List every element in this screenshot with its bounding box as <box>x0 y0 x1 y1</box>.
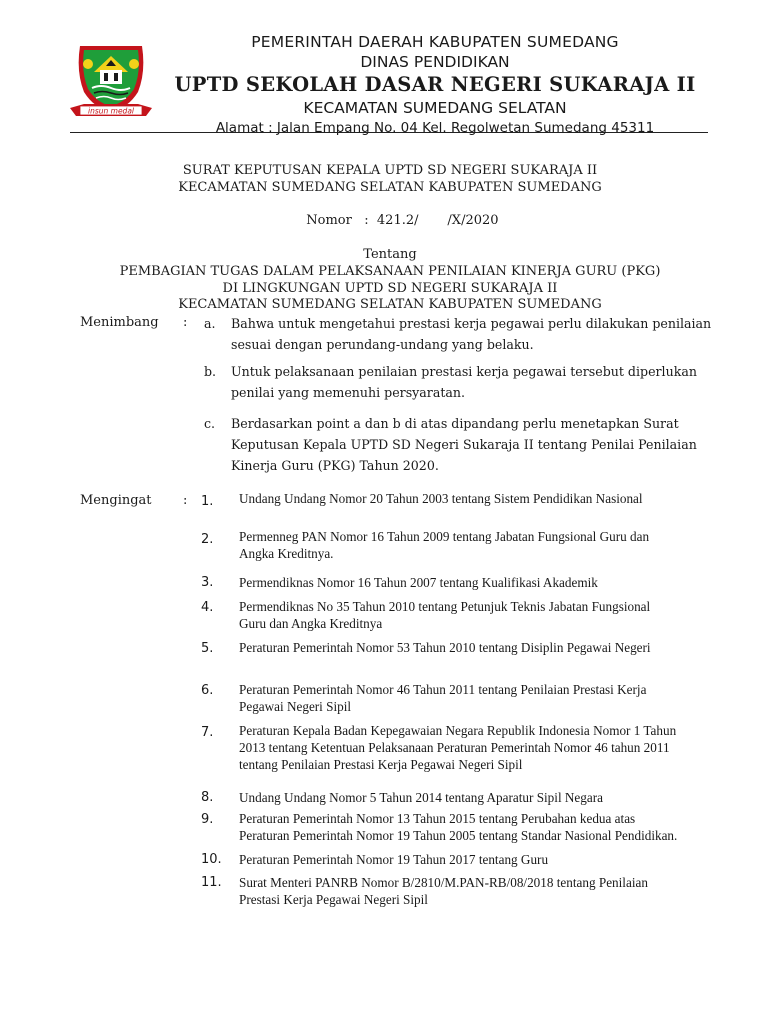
mengingat-item-6: Peraturan Pemerintah Nomor 46 Tahun 2011 tentang Penilaian Prestasi Kerja Pegawai Negeri Sipil <box>239 682 647 714</box>
district-name: KECAMATAN SUMEDANG SELATAN <box>303 99 567 117</box>
menimbang-item-c: Berdasarkan point a dan b di atas dipandang perlu menetapkan Surat Keputusan Kepala UPTD SD Negeri Sukaraja II tentang Penilai Penilaian Kinerja Guru (PKG) Tahun 2020. <box>231 416 697 473</box>
school-address: Alamat : Jalan Empang No. 04 Kel. Regolwetan Sumedang 45311 <box>215 120 655 136</box>
mengingat-item-5: Peraturan Pemerintah Nomor 53 Tahun 2010 tentang Disiplin Pegawai Negeri <box>239 640 651 655</box>
letterhead <box>170 32 700 138</box>
menimbang-mark-c: c. <box>204 416 216 431</box>
department-name: DINAS PENDIDIKAN <box>360 53 510 71</box>
mengingat-label: Mengingat <box>80 493 152 508</box>
letterhead-divider <box>70 132 708 133</box>
mengingat-num-10: 10. <box>201 852 222 867</box>
school-name: UPTD SEKOLAH DASAR NEGERI SUKARAJA II <box>174 73 696 96</box>
mengingat-num-1: 1. <box>201 494 214 509</box>
sumedang-regency-emblem-icon <box>66 42 156 122</box>
title-line-6: DI LINGKUNGAN UPTD SD NEGERI SUKARAJA II <box>222 280 558 296</box>
mengingat-num-5: 5. <box>201 641 214 656</box>
mengingat-item-10: Peraturan Pemerintah Nomor 19 Tahun 2017 tentang Guru <box>239 852 549 867</box>
nomor-colon: : <box>364 213 369 229</box>
mengingat-num-9: 9. <box>201 812 214 827</box>
mengingat-item-9: Peraturan Pemerintah Nomor 13 Tahun 2015 tentang Perubahan kedua atas Peraturan Pemerintah Nomor 19 Tahun 2005 tentang Standar Nasional Pendidikan. <box>239 811 678 843</box>
decree-number <box>80 197 700 247</box>
title-line-1: SURAT KEPUTUSAN KEPALA UPTD SD NEGERI SUKARAJA II <box>182 163 598 178</box>
menimbang-mark-b: b. <box>204 364 217 379</box>
mengingat-num-2: 2. <box>201 532 214 547</box>
title-line-5: PEMBAGIAN TUGAS DALAM PELAKSANAAN PENILAIAN KINERJA GURU (PKG) <box>119 263 661 279</box>
mengingat-colon: : <box>183 493 188 508</box>
mengingat-num-7: 7. <box>201 725 214 740</box>
mengingat-item-8: Undang Undang Nomor 5 Tahun 2014 tentang Aparatur Sipil Negara <box>239 790 603 805</box>
mengingat-num-8: 8. <box>201 790 214 805</box>
logo-motto: insun medal <box>88 106 134 116</box>
title-line-7: KECAMATAN SUMEDANG SELATAN KABUPATEN SUMEDANG <box>178 297 602 313</box>
mengingat-num-6: 6. <box>201 683 214 698</box>
decree-title <box>80 163 700 314</box>
menimbang-item-b: Untuk pelaksanaan penilaian prestasi kerja pegawai tersebut diperlukan penilai yang memenuhi persyaratan. <box>231 364 697 400</box>
mengingat-item-7: Peraturan Kepala Badan Kepegawaian Negara Republik Indonesia Nomor 1 Tahun 2013 tentang Ketentuan Pelaksanaan Peraturan Pemerintah Nomor 46 tahun 2011 tentang Penilaian Prestasi Kerja Pegawai Negeri Sipil <box>239 723 677 772</box>
nomor-value: 421.2/ /X/2020 <box>376 213 499 229</box>
menimbang-label: Menimbang <box>80 315 159 330</box>
mengingat-item-4: Permendiknas No 35 Tahun 2010 tentang Petunjuk Teknis Jabatan Fungsional Guru dan Angka Kreditnya <box>239 599 651 631</box>
mengingat-num-4: 4. <box>201 600 214 615</box>
menimbang-mark-a: a. <box>204 316 216 331</box>
menimbang-colon: : <box>183 315 188 330</box>
mengingat-num-11: 11. <box>201 875 222 890</box>
tentang-heading: Tentang <box>363 246 417 262</box>
mengingat-num-3: 3. <box>201 575 214 590</box>
government-name: PEMERINTAH DAERAH KABUPATEN SUMEDANG <box>251 33 619 51</box>
mengingat-item-11: Surat Menteri PANRB Nomor B/2810/M.PAN-RB/08/2018 tentang Penilaian Prestasi Kerja Pegawai Negeri Sipil <box>239 875 648 907</box>
mengingat-item-3: Permendiknas Nomor 16 Tahun 2007 tentang Kualifikasi Akademik <box>239 575 598 590</box>
title-line-2: KECAMATAN SUMEDANG SELATAN KABUPATEN SUMEDANG <box>178 179 602 195</box>
mengingat-item-1: Undang Undang Nomor 20 Tahun 2003 tentang Sistem Pendidikan Nasional <box>239 491 643 506</box>
mengingat-item-2: Permenneg PAN Nomor 16 Tahun 2009 tentang Jabatan Fungsional Guru dan Angka Kreditnya. <box>239 529 650 561</box>
menimbang-item-a: Bahwa untuk mengetahui prestasi kerja pegawai perlu dilakukan penilaian sesuai dengan perundang-undang yang belaku. <box>231 316 712 352</box>
nomor-label: Nomor <box>306 213 352 229</box>
